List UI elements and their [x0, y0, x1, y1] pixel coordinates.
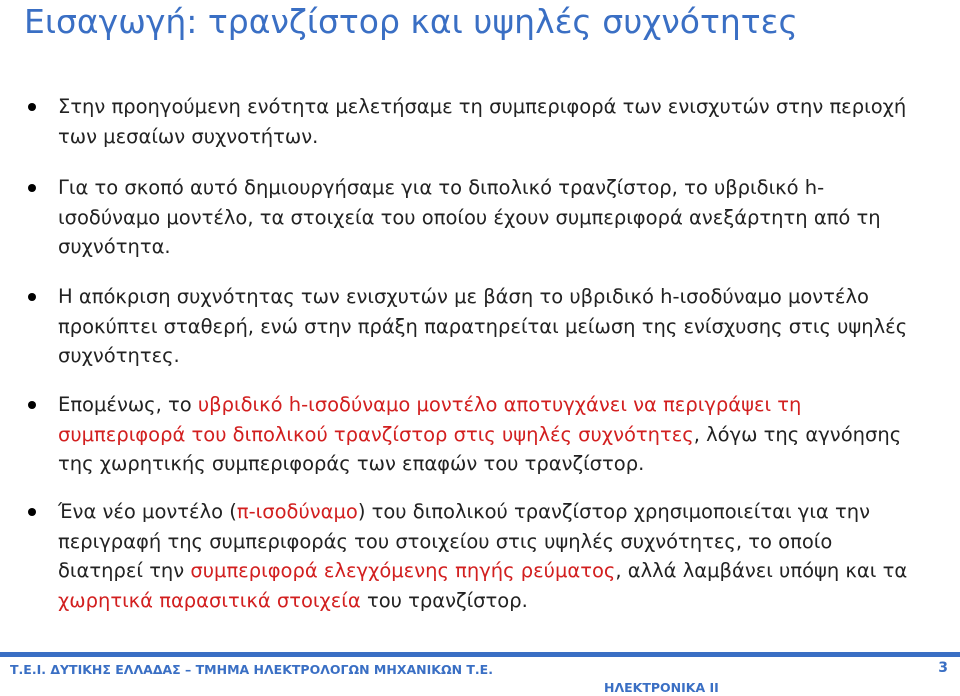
text-segment: Επομένως, το	[58, 393, 198, 416]
slide-title: Εισαγωγή: τρανζίστορ και υψηλές συχνότητες	[24, 2, 798, 41]
highlighted-text: υβριδικό h-ισοδύναμο μοντέλο αποτυγχάνει να περιγράψει τη συμπεριφορά του διπολικού τρανζίστορ στις υψηλές συχνότητες	[58, 393, 802, 446]
highlighted-text: συμπεριφορά ελεγχόμενης πηγής ρεύματος	[190, 559, 616, 582]
bullet-dot-icon	[28, 508, 36, 516]
bullet-item-1	[58, 92, 918, 151]
text-segment: Ένα νέο μοντέλο (	[58, 500, 237, 523]
highlighted-text: χωρητικά παρασιτικά στοιχεία	[58, 588, 361, 612]
bullet-text	[58, 176, 881, 258]
highlighted-text: π-ισοδύναμο	[236, 500, 358, 523]
text-segment: , λόγω της αγνόησης της χωρητικής συμπεριφοράς των επαφών του τρανζίστορ.	[58, 422, 902, 475]
bullet-text	[58, 500, 907, 612]
bullet-text	[58, 285, 907, 367]
bullet-item-4	[58, 390, 918, 479]
page-number: 3	[938, 660, 948, 676]
text-segment: , αλλά λαμβάνει υπόψη και τα	[615, 559, 908, 582]
bullet-text	[58, 95, 906, 148]
bullet-item-2	[58, 173, 918, 262]
bullet-dot-icon	[28, 401, 36, 409]
bullet-item-3	[58, 282, 918, 371]
footer-divider	[0, 652, 960, 657]
bullet-item-5	[58, 497, 918, 615]
bullet-text	[58, 393, 901, 475]
text-segment: ) του διπολικού τρανζίστορ χρησιμοποιείται για την περιγραφή της συμπεριφοράς του στοιχείου στις υψηλές συχνότητες, το οποίο διατηρεί την	[58, 500, 870, 582]
text-segment: Για το σκοπό αυτό δημιουργήσαμε για το διπολικό τρανζίστορ, το υβριδικό h-ισοδύναμο μοντέλο, τα στοιχεία του οποίου έχουν συμπεριφορά ανεξάρτητη από τη συχνότητα.	[58, 176, 881, 258]
bullet-dot-icon	[28, 184, 36, 192]
text-segment: του τρανζίστορ.	[360, 588, 528, 612]
bullet-dot-icon	[28, 103, 36, 111]
footer-course-name: ΗΛΕΚΤΡΟΝΙΚΑ ΙΙ	[604, 680, 719, 695]
footer-institution: Τ.Ε.Ι. ΔΥΤΙΚΗΣ ΕΛΛΑΔΑΣ – ΤΜΗΜΑ ΗΛΕΚΤΡΟΛΟΓΩΝ ΜΗΧΑΝΙΚΩΝ Τ.Ε.	[10, 662, 493, 677]
bullet-dot-icon	[28, 293, 36, 301]
text-segment: Στην προηγούμενη ενότητα μελετήσαμε τη συμπεριφορά των ενισχυτών στην περιοχή των μεσαίων συχνοτήτων.	[58, 95, 907, 148]
text-segment: Η απόκριση συχνότητας των ενισχυτών με βάση το υβριδικό h-ισοδύναμο μοντέλο προκύπτει σταθερή, ενώ στην πράξη παρατηρείται μείωση της ενίσχυσης στις υψηλές συχνότητες.	[58, 285, 908, 367]
